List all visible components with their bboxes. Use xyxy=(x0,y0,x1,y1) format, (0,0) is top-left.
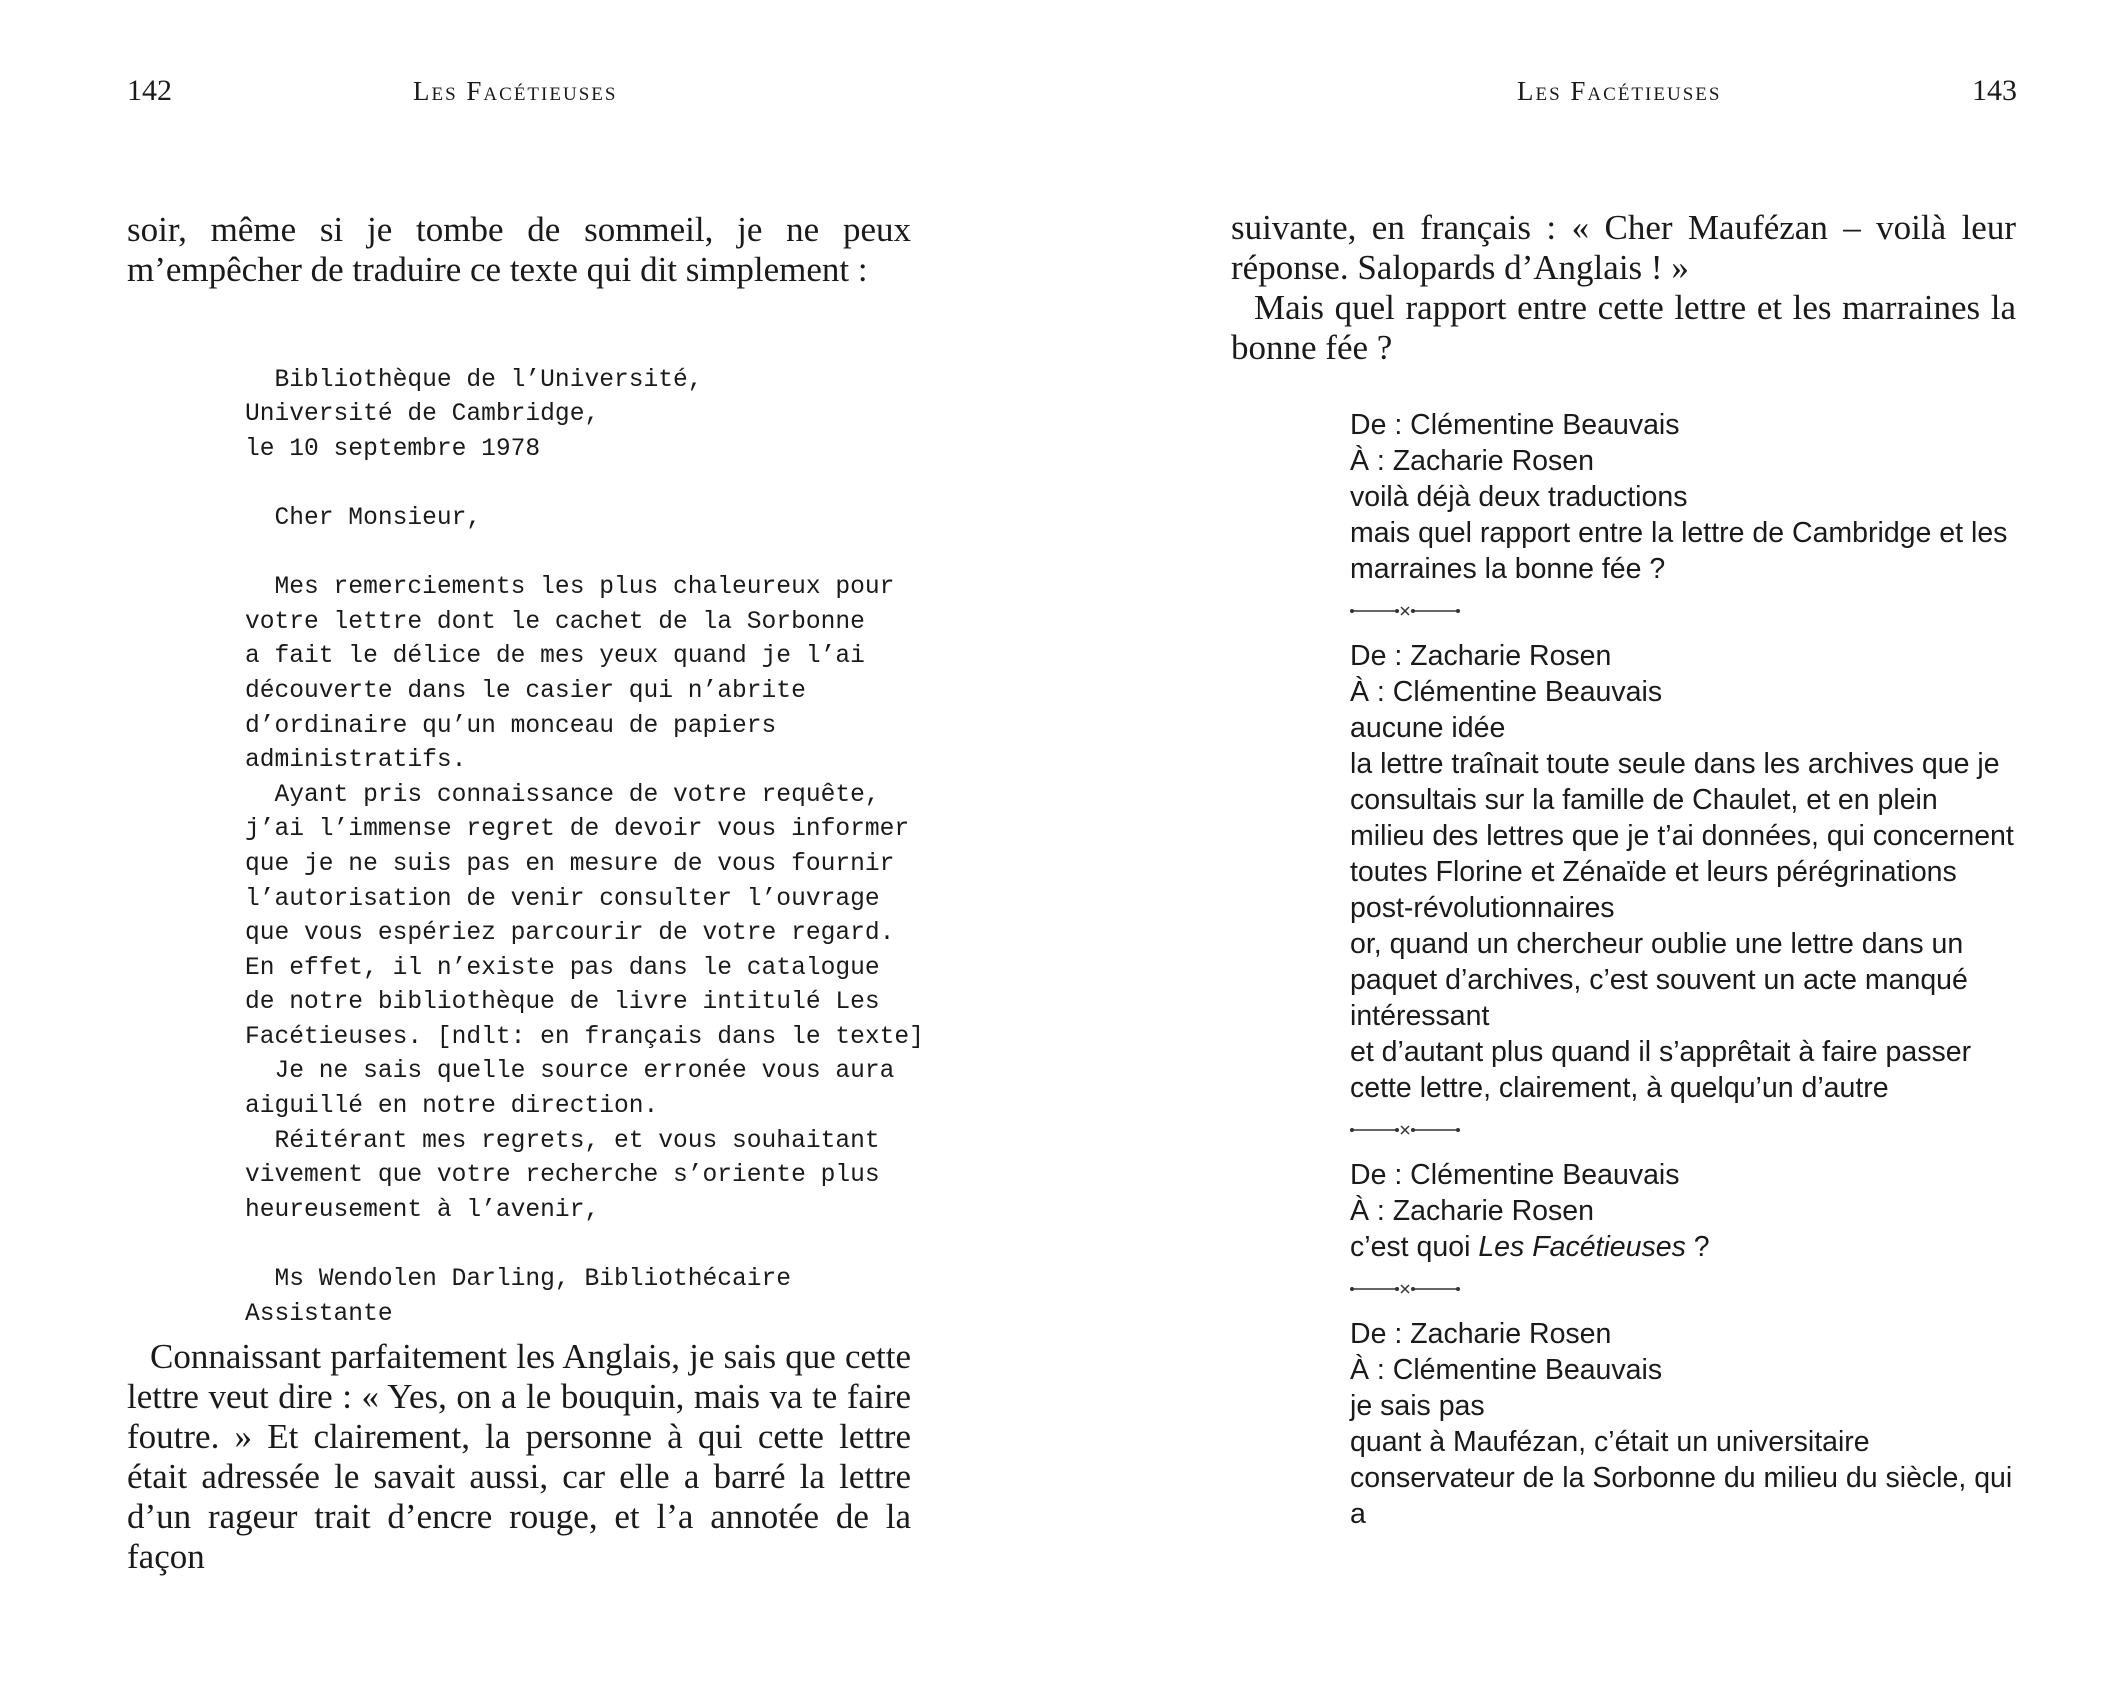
letter-line xyxy=(245,1228,924,1263)
ornament-separator-icon xyxy=(1350,1121,1460,1139)
message-block xyxy=(1350,407,2016,587)
letter-line: En effet, il n’existe pas dans le catalogue xyxy=(245,954,880,982)
message-line: aucune idée xyxy=(1350,712,1506,744)
letter-line: Je ne sais quelle source erronée vous aura xyxy=(245,1058,895,1086)
letter-line: Assistante xyxy=(245,1300,393,1328)
letter-line: de notre bibliothèque de livre intitulé Les xyxy=(245,989,880,1017)
top-paragraph: suivante, en français : « Cher Maufézan – voilà leur réponse. Salopards d’Anglais ! » xyxy=(1231,208,2016,287)
letter-line: administratifs. xyxy=(245,747,467,775)
message-line xyxy=(1350,1229,2016,1265)
message-line: voilà déjà deux traductions xyxy=(1350,481,1688,513)
page-number: 143 xyxy=(1972,74,2017,107)
letter-line: j’ai l’immense regret de devoir vous informer xyxy=(245,816,910,844)
ornament-separator-icon xyxy=(1350,1280,1460,1298)
cambridge-letter xyxy=(245,329,924,1401)
message-to: À : Clémentine Beauvais xyxy=(1350,676,1663,708)
message-line: quant à Maufézan, c’était un universitaire conservateur de la Sorbonne du milieu du siècle, qui a xyxy=(1350,1426,2013,1530)
letter-line: vivement que votre recherche s’oriente plus xyxy=(245,1162,880,1190)
letter-line xyxy=(245,537,924,572)
letter-line: que vous espériez parcourir de votre regard. xyxy=(245,920,895,948)
letter-line: Bibliothèque de l’Université, xyxy=(245,366,703,394)
message-block xyxy=(1350,1157,2016,1265)
letter-line: aiguillé en notre direction. xyxy=(245,1093,659,1121)
message-to: À : Zacharie Rosen xyxy=(1350,445,1594,477)
message-to: À : Clémentine Beauvais xyxy=(1350,1354,1663,1386)
letter-line: Facétieuses. [ndlt: en français dans le texte] xyxy=(245,1023,924,1051)
running-head: Les Facétieuses xyxy=(1517,76,1722,106)
letter-line: Réitérant mes regrets, et vous souhaitant xyxy=(245,1127,880,1155)
book-title: Les Facétieuses xyxy=(1478,1231,1686,1263)
letter-line: Mes remerciements les plus chaleureux pour xyxy=(245,574,895,602)
letter-line: heureusement à l’avenir, xyxy=(245,1196,600,1224)
letter-line: Université de Cambridge, xyxy=(245,401,600,429)
intro-paragraph: soir, même si je tombe de sommeil, je ne peux m’empêcher de traduire ce texte qui dit simplement : xyxy=(127,210,911,289)
message-text: ? xyxy=(1685,1231,1710,1263)
letter-line: l’autorisation de venir consulter l’ouvrage xyxy=(245,885,880,913)
letter-line: le 10 septembre 1978 xyxy=(245,435,541,463)
message-line: je sais pas xyxy=(1350,1390,1485,1422)
letter-line: Ayant pris connaissance de votre requête, xyxy=(245,781,880,809)
message-from: De : Clémentine Beauvais xyxy=(1350,409,1680,441)
message-from: De : Zacharie Rosen xyxy=(1350,1318,1612,1350)
letter-line xyxy=(245,467,924,502)
right-page xyxy=(1063,0,2126,1693)
letter-line: Cher Monsieur, xyxy=(245,504,482,532)
letter-line: Ms Wendolen Darling, Bibliothécaire xyxy=(245,1266,792,1294)
message-block xyxy=(1350,1316,2016,1532)
message-from: De : Clémentine Beauvais xyxy=(1350,1159,1680,1191)
letter-line: d’ordinaire qu’un monceau de papiers xyxy=(245,712,777,740)
message-from: De : Zacharie Rosen xyxy=(1350,640,1612,672)
message-line: mais quel rapport entre la lettre de Cambridge et les marraines la bonne fée ? xyxy=(1350,517,2008,585)
message-line: et d’autant plus quand il s’apprêtait à faire passer cette lettre, clairement, à quelqu’un d’autre xyxy=(1350,1036,1972,1104)
letter-line: découverte dans le casier qui n’abrite xyxy=(245,677,806,705)
top-paragraph: Mais quel rapport entre cette lettre et les marraines la bonne fée ? xyxy=(1231,288,2016,367)
closing-paragraph: Connaissant parfaitement les Anglais, je sais que cette lettre veut dire : « Yes, on a le bouquin, mais va te faire foutre. » Et clairement, la personne à qui cette lettre était adressée le savait aussi, car elle a barré la lettre d’un rageur trait d’encre rouge, et l’a annotée de la façon xyxy=(127,1337,911,1576)
message-line: or, quand un chercheur oublie une lettre dans un paquet d’archives, c’est souvent un acte manqué intéressant xyxy=(1350,928,1968,1032)
letter-line: a fait le délice de mes yeux quand je l’ai xyxy=(245,643,865,671)
top-text xyxy=(1231,208,2016,368)
message-to: À : Zacharie Rosen xyxy=(1350,1195,1594,1227)
email-thread xyxy=(1350,407,2016,1532)
message-block xyxy=(1350,638,2016,1106)
page-number: 142 xyxy=(127,74,172,107)
ornament-separator-icon xyxy=(1350,602,1460,620)
message-text: c’est quoi xyxy=(1350,1231,1479,1263)
letter-line: votre lettre dont le cachet de la Sorbonne xyxy=(245,608,865,636)
running-head: Les Facétieuses xyxy=(413,76,618,106)
message-line: la lettre traînait toute seule dans les archives que je consultais sur la famille de Chaulet, et en plein milieu des lettres que je t’ai données, qui concernent toutes Florine et Zénaïde et leurs pérégrinations post-révolutionnaires xyxy=(1350,748,2014,924)
letter-line: que je ne suis pas en mesure de vous fournir xyxy=(245,850,895,878)
